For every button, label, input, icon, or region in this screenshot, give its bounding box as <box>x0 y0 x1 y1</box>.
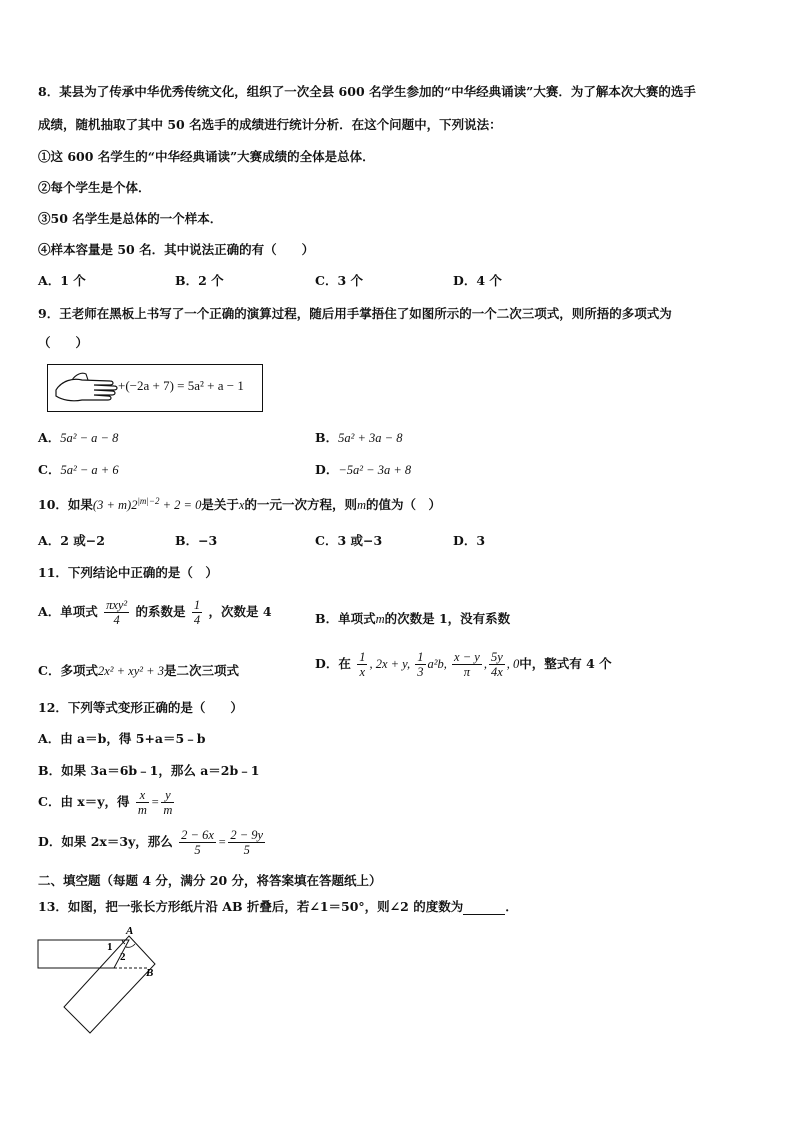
q11-a-num: πxy² <box>106 598 128 612</box>
q9-option-d-label: D． <box>315 462 339 477</box>
q12-c-f2d: m <box>163 803 173 817</box>
q11-d-f3d: π <box>463 665 471 679</box>
q12-option-d: D．如果 2x＝3y，那么 $\frac{2 - 6x}{5}$ = $\frac{2 - 9y}{5}$ <box>38 828 264 857</box>
q8-statement-3: ③50 名学生是总体的一个样本． <box>38 211 223 226</box>
q8-option-a: A．1 个 <box>38 273 86 288</box>
q12-c-f1n: x <box>136 788 149 803</box>
q12-c-frac1 <box>136 788 149 817</box>
hand-icon <box>52 368 120 408</box>
q12-option-b: B．如果 3a＝6b﹣1，那么 a＝2b﹣1 <box>38 763 260 778</box>
q13-stem <box>38 897 518 915</box>
q11-d-t4: , 0 <box>506 657 520 671</box>
q11-d-f4n: 5y <box>490 650 503 664</box>
q9-option-d-expr: −5a² − 3a + 8 <box>338 463 412 477</box>
q12-option-a: A．由 a＝b，得 5+a＝5﹣b <box>38 731 206 746</box>
q11-a-pre: A．单项式 <box>38 604 98 619</box>
section-2-heading: 二、填空题（每题 4 分，满分 20 分，将答案填在答题纸上） <box>38 873 382 888</box>
q9-option-c-label: C． <box>38 462 61 477</box>
q9-option-b-label: B． <box>315 430 339 445</box>
q11-d-f4d: 4x <box>490 665 503 679</box>
label-angle-2: 2 <box>120 951 126 963</box>
q10-option-a: A．2 或−2 <box>38 533 105 548</box>
q11-d-frac3 <box>452 650 482 679</box>
q12-option-c: C．由 x＝y，得 $\frac{x}{m}$ = $\frac{y}{m}$ <box>38 788 173 817</box>
q12-d-pre: D．如果 2x＝3y，那么 <box>38 834 173 849</box>
q11-a-post: ，次数是 4 <box>208 604 272 619</box>
q11-d-f2d: 3 <box>417 665 424 679</box>
q12-d-f2d: 5 <box>243 843 250 857</box>
q9-option-a-label: A． <box>38 430 61 445</box>
q9-option-a-expr: 5a² − a − 8 <box>60 431 119 445</box>
q11-a-num2: 1 <box>193 598 201 612</box>
q9-line2: （ ） <box>38 335 89 350</box>
label-a: A <box>126 925 134 937</box>
q12-c-f2n: y <box>161 788 174 803</box>
q11-option-a <box>38 598 272 627</box>
q9-option-d <box>315 460 411 478</box>
q10-exponent: |m|−2 <box>137 495 160 506</box>
answer-blank <box>463 902 505 915</box>
q10-suffix2: 的一元一次方程，则 <box>244 497 357 512</box>
q8-statement-4: ④样本容量是 50 名．其中说法正确的有（ ） <box>38 242 315 257</box>
q13-text: 13．如图，把一张长方形纸片沿 AB 折叠后，若∠1＝50°，则∠2 的度数为 <box>38 899 464 914</box>
q11-d-f2n: 1 <box>417 650 424 664</box>
q11-b-pre: B．单项式 <box>315 611 376 626</box>
q9-option-c <box>38 460 119 478</box>
q10-expr: (3 + m)2 <box>92 498 138 512</box>
q8-line2: 成绩，随机抽取了其中 50 名选手的成绩进行统计分析．在这个问题中，下列说法： <box>38 117 502 132</box>
q9-equation: +(−2a + 7) = 5a² + a − 1 <box>118 378 244 393</box>
label-b: B <box>146 967 154 979</box>
q11-a-den: 4 <box>113 613 120 627</box>
q12-stem: 12．下列等式变形正确的是（ ） <box>38 700 243 715</box>
q9-option-b-expr: 5a² + 3a − 8 <box>338 431 403 445</box>
q11-b-post: 的次数是 1，没有系数 <box>384 611 511 626</box>
q11-option-d: D．在 $\frac{1}{x}$ , 2x + y, $\frac{1}{3}$ a²b, $\frac{x - y}{\pi}$ , $\frac{5y}{4x}$ , 0中，整式有 4 个 <box>315 650 612 679</box>
q8-line1: 8．某县为了传承中华优秀传统文化，组织了一次全县 600 名学生参加的“中华经典诵读”大赛．为了解本次大赛的选手 <box>38 84 696 99</box>
q11-stem: 11．下列结论中正确的是（ ） <box>38 565 218 580</box>
q11-d-f1n: 1 <box>359 650 366 664</box>
q8-option-c: C．3 个 <box>315 273 363 288</box>
q11-a-mid: 的系数是 <box>135 604 186 619</box>
q8-option-b: B．2 个 <box>175 273 224 288</box>
q8-statement-2: ②每个学生是个体． <box>38 180 151 195</box>
q11-c-pre: C．多项式 <box>38 663 98 678</box>
q11-d-frac1 <box>357 650 367 679</box>
q10-prefix: 10．如果 <box>38 497 93 512</box>
q12-d-f2n: 2 − 9y <box>230 828 264 842</box>
q10-stem <box>38 495 441 513</box>
q11-b-var: m <box>375 612 385 626</box>
q10-option-b: B．−3 <box>175 533 218 548</box>
q10-var-x: x <box>238 498 245 512</box>
q10-suffix: 是关于 <box>201 497 239 512</box>
q11-option-b <box>315 609 510 627</box>
q10-suffix3: 的值为（ ） <box>365 497 441 512</box>
q11-d-post: 中，整式有 4 个 <box>519 656 612 671</box>
q11-a-fraction <box>104 598 129 627</box>
q13-fold-figure <box>36 925 166 1037</box>
q9-line1: 9．王老师在黑板上书写了一个正确的演算过程，随后用手掌捂住了如图所示的一个二次三项式，则所捂的多项式为 <box>38 306 672 321</box>
q10-rest: + 2 = 0 <box>159 498 202 512</box>
q11-option-c <box>38 661 239 679</box>
q11-d-f3n: x − y <box>454 650 480 664</box>
q10-option-c: C．3 或−3 <box>315 533 383 548</box>
q11-d-frac2 <box>415 650 425 679</box>
q8-option-d: D．4 个 <box>453 273 502 288</box>
q11-c-expr: 2x² + xy² + 3 <box>97 664 164 678</box>
q11-d-pre: D．在 <box>315 656 351 671</box>
q11-d-t2: , 2x + y, <box>369 657 414 671</box>
q13-end: ． <box>505 899 518 914</box>
q11-a-fraction2 <box>192 598 202 627</box>
horizontal-strip <box>38 940 129 968</box>
q9-option-b <box>315 428 402 446</box>
q12-d-frac2 <box>228 828 265 857</box>
q11-d-f1d: x <box>359 665 366 679</box>
q12-c-frac2 <box>161 788 174 817</box>
q12-c-f1d: m <box>137 803 147 817</box>
q8-statement-1: ①这 600 名学生的“中华经典诵读”大赛成绩的全体是总体． <box>38 149 375 164</box>
q12-c-pre: C．由 x＝y，得 <box>38 794 130 809</box>
angle-2-arc <box>126 944 135 947</box>
q10-option-d: D．3 <box>453 533 486 548</box>
q9-option-a <box>38 428 118 446</box>
q11-d-t3: a²b, <box>427 657 451 671</box>
q9-figure-box <box>47 364 263 412</box>
q11-c-post: 是二次三项式 <box>163 663 239 678</box>
q11-d-frac4 <box>489 650 505 679</box>
q11-a-den2: 4 <box>193 613 201 627</box>
q9-option-c-expr: 5a² − a + 6 <box>60 463 119 477</box>
q12-d-f1n: 2 − 6x <box>181 828 214 842</box>
q12-d-frac1 <box>179 828 216 857</box>
label-angle-1: 1 <box>107 941 113 953</box>
q12-d-f1d: 5 <box>194 843 201 857</box>
q10-var-m: m <box>356 498 366 512</box>
